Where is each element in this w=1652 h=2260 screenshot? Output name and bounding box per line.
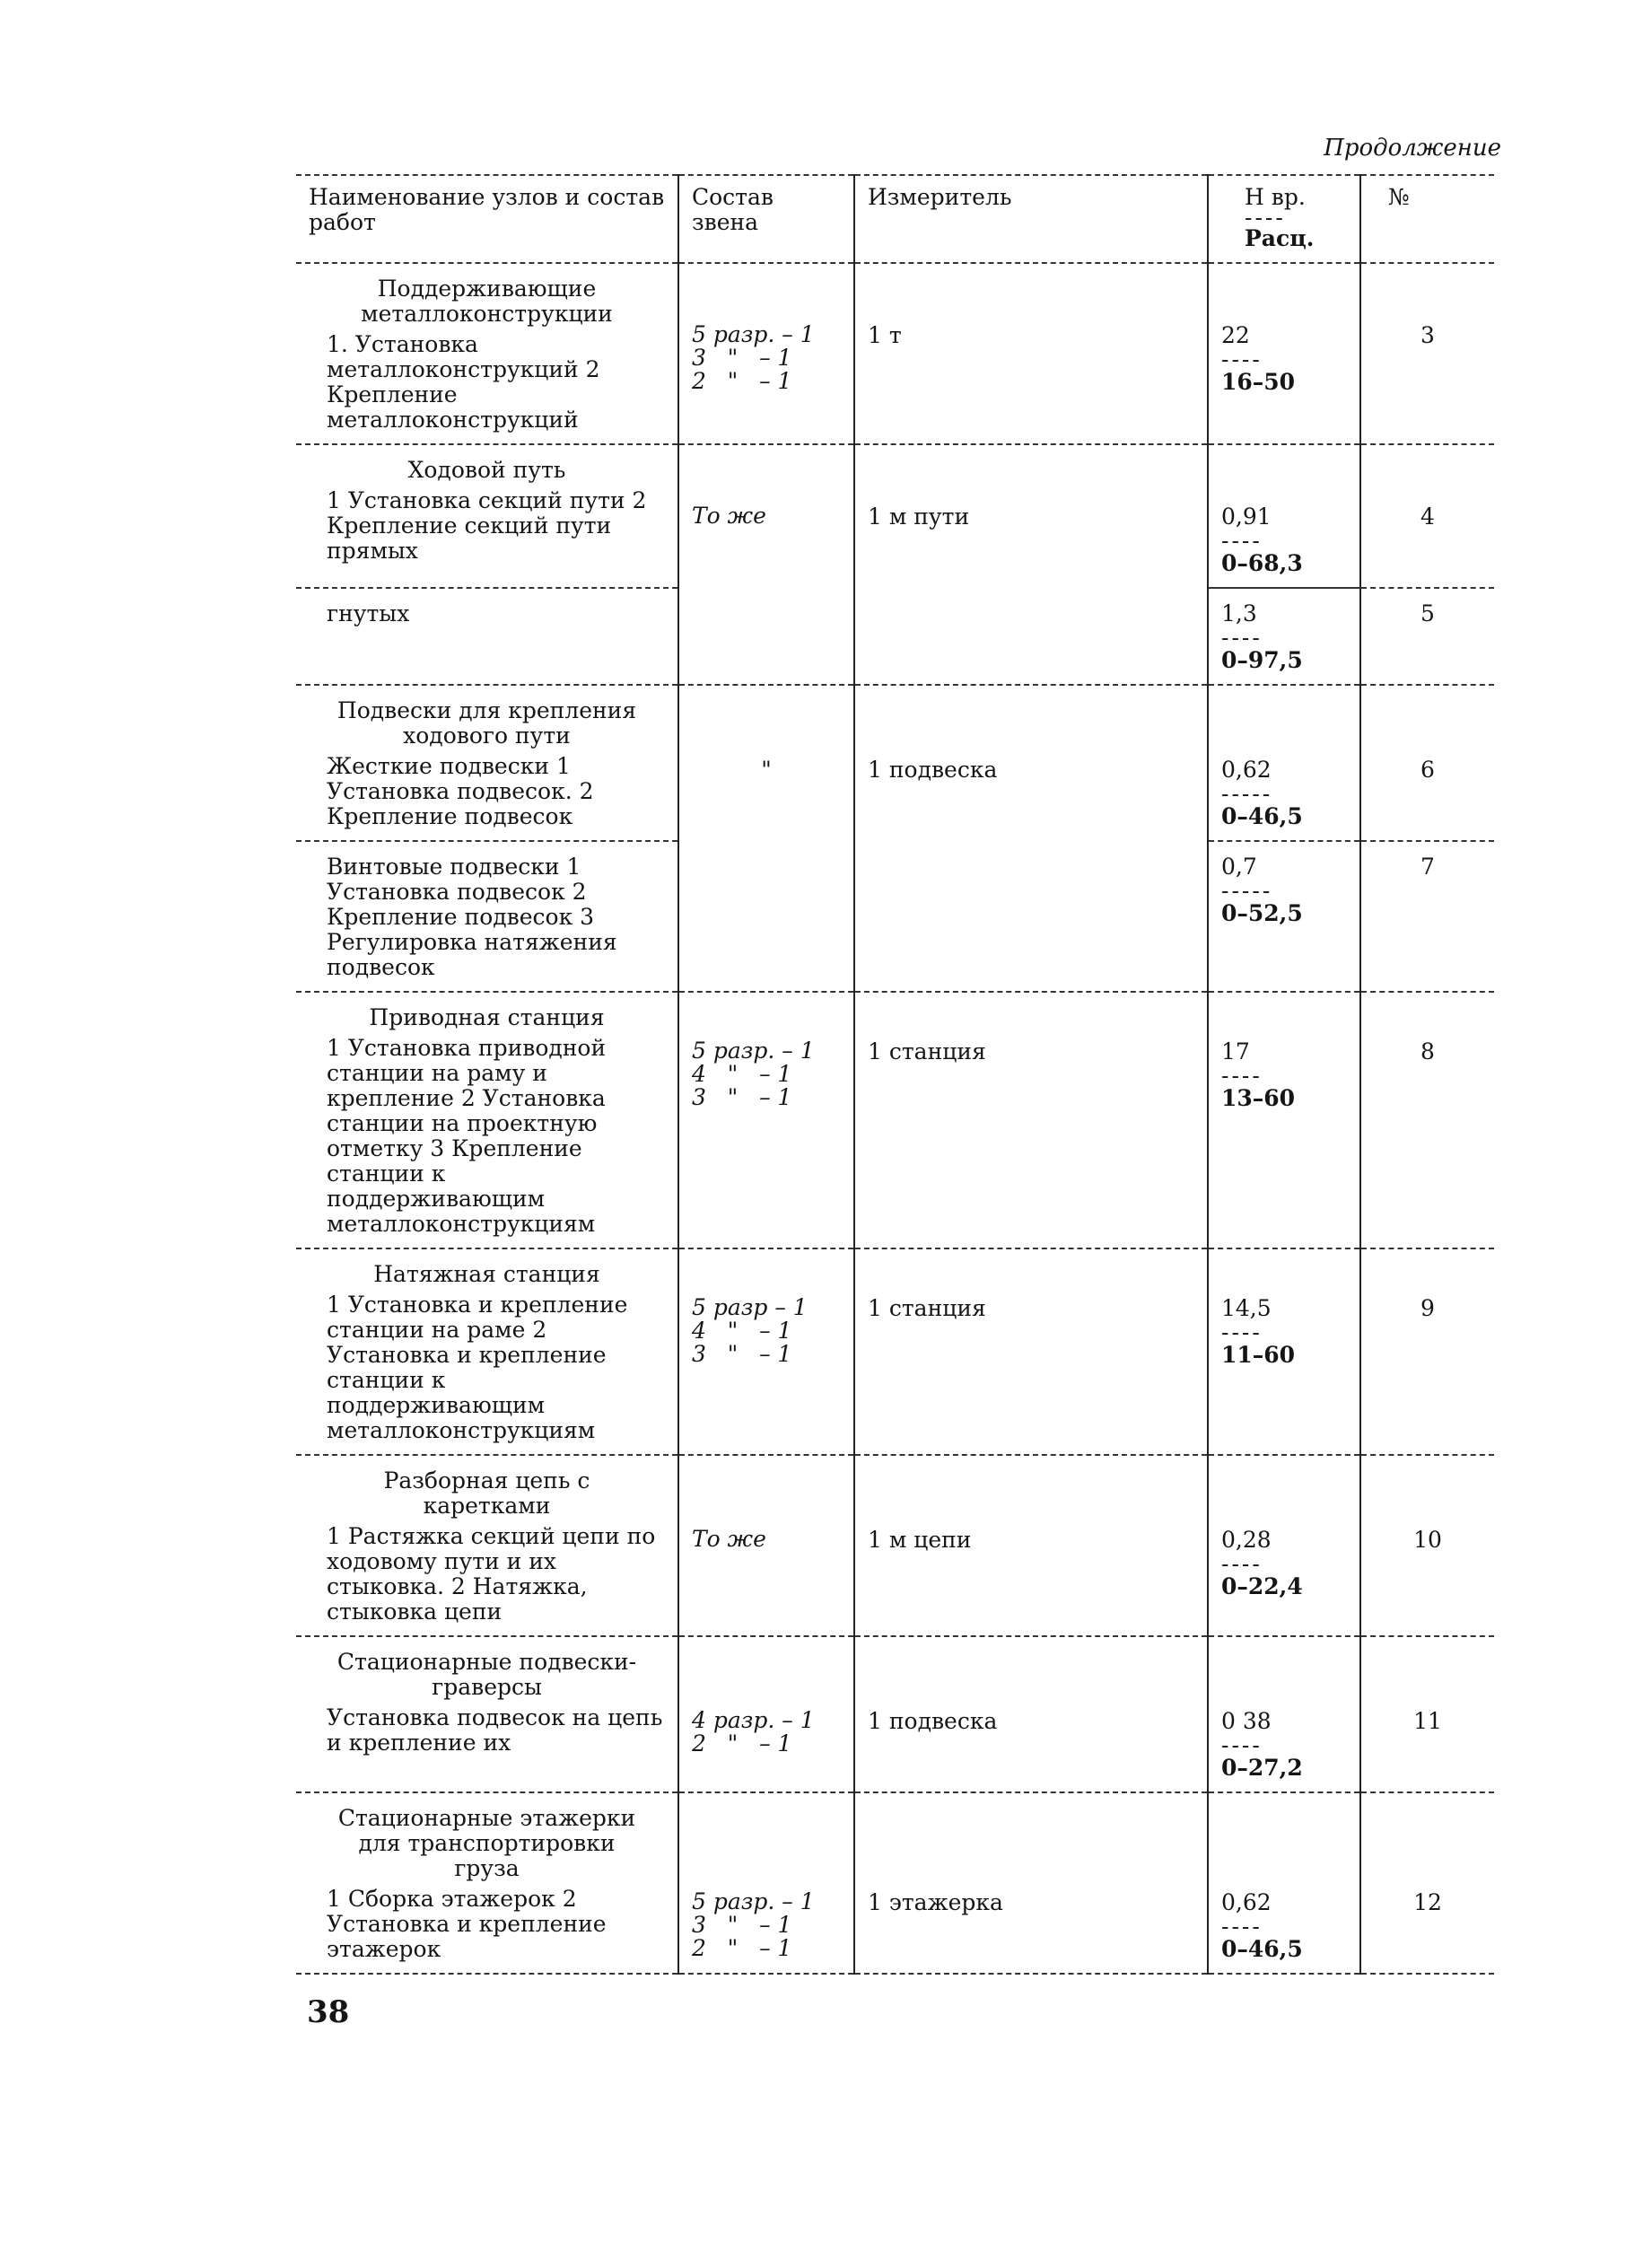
time-norm: 0,7 [1221, 854, 1257, 880]
norm-cell [1208, 588, 1360, 685]
meter-cell [854, 263, 1208, 444]
norms-table [296, 174, 1494, 1975]
meter-cell [854, 685, 1208, 841]
continuation-label: Продолжение [1324, 135, 1501, 162]
rate-value: 0–22,4 [1221, 1573, 1303, 1599]
crew-composition: " [761, 757, 772, 783]
rate-value: 13–60 [1221, 1085, 1296, 1111]
number-cell [1360, 263, 1494, 444]
time-norm: 1,3 [1221, 600, 1257, 626]
meter-cell [854, 444, 1208, 588]
table-header-row [296, 175, 1494, 263]
work-description: Установка подвесок на цепь и крепление их [327, 1704, 663, 1756]
norm-divider: ---- [1221, 1319, 1263, 1345]
time-norm: 0 38 [1221, 1708, 1272, 1734]
header-nvr: Н вр. [1245, 184, 1306, 210]
table-row [296, 841, 1494, 992]
meter-value: 1 станция [868, 1295, 986, 1321]
norm-divider: ---- [1221, 1914, 1263, 1940]
meter-value: 1 этажерка [868, 1889, 1003, 1915]
table-row [296, 1248, 1494, 1455]
header-num: № [1360, 175, 1494, 263]
norm-divider: ---- [1221, 625, 1263, 651]
row-number: 9 [1420, 1295, 1435, 1321]
number-cell [1360, 444, 1494, 588]
work-description: Винтовые подвески 1 Установка подвесок 2 Крепление подвесок 3 Регулировка натяжения подвесок [327, 854, 617, 980]
section-title: Подвески для крепления ходового пути [337, 697, 637, 749]
name-cell [296, 444, 678, 588]
meter-value: 1 подвеска [868, 1708, 998, 1734]
time-norm: 0,62 [1221, 1889, 1272, 1915]
work-description: Жесткие подвески 1 Установка подвесок. 2 Крепление подвесок [327, 753, 594, 829]
row-number: 12 [1413, 1889, 1442, 1915]
rate-value: 16–50 [1221, 369, 1296, 395]
norm-cell [1208, 685, 1360, 841]
header-divider: ---- [1245, 205, 1286, 231]
norm-cell [1208, 1792, 1360, 1974]
rate-value: 0–68,3 [1221, 550, 1303, 576]
section-title: Приводная станция [369, 1004, 605, 1030]
header-crew: Состав звена [678, 175, 854, 263]
table-row [296, 1792, 1494, 1974]
header-norm [1208, 175, 1360, 263]
crew-composition: 5 разр – 1 4 " – 1 3 " – 1 [692, 1294, 808, 1367]
crew-composition: То же [692, 503, 766, 529]
crew-cell [678, 841, 854, 992]
norm-cell [1208, 263, 1360, 444]
norm-divider: ---- [1221, 1732, 1263, 1758]
header-meter: Измеритель [854, 175, 1208, 263]
norm-cell [1208, 992, 1360, 1248]
meter-value: 1 т [868, 322, 902, 348]
number-cell [1360, 992, 1494, 1248]
table-row [296, 263, 1494, 444]
crew-cell [678, 685, 854, 841]
time-norm: 0,28 [1221, 1527, 1272, 1553]
crew-composition: 5 разр. – 1 4 " – 1 3 " – 1 [692, 1038, 815, 1110]
time-norm: 0,62 [1221, 757, 1272, 783]
norm-cell [1208, 1636, 1360, 1792]
work-description: гнутых [327, 600, 410, 626]
section-title: Поддерживающие металлоконструкции [361, 276, 613, 327]
rate-value: 0–27,2 [1221, 1755, 1303, 1781]
number-cell [1360, 588, 1494, 685]
name-cell [296, 588, 678, 685]
meter-cell [854, 1455, 1208, 1636]
row-number: 6 [1420, 757, 1435, 783]
header-name: Наименование узлов и состав работ [296, 175, 678, 263]
norm-cell [1208, 1455, 1360, 1636]
table-row [296, 992, 1494, 1248]
work-description: 1 Сборка этажерок 2 Установка и крепление этажерок [327, 1886, 607, 1962]
meter-cell [854, 1248, 1208, 1455]
number-cell [1360, 841, 1494, 992]
norm-cell [1208, 1248, 1360, 1455]
meter-cell [854, 588, 1208, 685]
number-cell [1360, 685, 1494, 841]
table-row [296, 685, 1494, 841]
rate-value: 0–52,5 [1221, 900, 1303, 926]
meter-value: 1 подвеска [868, 757, 998, 783]
name-cell [296, 841, 678, 992]
crew-composition: 5 разр. – 1 3 " – 1 2 " – 1 [692, 321, 815, 394]
meter-value: 1 м пути [868, 504, 970, 530]
crew-cell [678, 992, 854, 1248]
crew-cell [678, 1248, 854, 1455]
norm-divider: ----- [1221, 878, 1273, 904]
row-number: 10 [1413, 1527, 1442, 1553]
name-cell [296, 992, 678, 1248]
crew-cell [678, 588, 854, 685]
crew-composition: То же [692, 1526, 766, 1552]
time-norm: 14,5 [1221, 1295, 1272, 1321]
table-row [296, 1636, 1494, 1792]
number-cell [1360, 1455, 1494, 1636]
header-rate: Расц. [1245, 225, 1315, 251]
meter-cell [854, 1792, 1208, 1974]
time-norm: 17 [1221, 1038, 1250, 1064]
crew-cell [678, 1636, 854, 1792]
section-title: Стационарные этажерки для транспортировки груза [337, 1805, 636, 1881]
norm-divider: ---- [1221, 1551, 1263, 1577]
name-cell [296, 685, 678, 841]
name-cell [296, 1455, 678, 1636]
number-cell [1360, 1792, 1494, 1974]
norm-cell [1208, 444, 1360, 588]
section-title: Разборная цепь с каретками [383, 1467, 590, 1519]
table-row [296, 588, 1494, 685]
name-cell [296, 1636, 678, 1792]
rate-value: 0–46,5 [1221, 1936, 1303, 1962]
norm-divider: ---- [1221, 1063, 1263, 1089]
rate-value: 11–60 [1221, 1342, 1296, 1368]
row-number: 5 [1420, 600, 1435, 626]
norm-divider: ----- [1221, 781, 1273, 807]
crew-cell [678, 263, 854, 444]
rate-value: 0–97,5 [1221, 647, 1303, 673]
page-number: 38 [307, 1994, 350, 2030]
crew-cell [678, 1455, 854, 1636]
norm-cell [1208, 841, 1360, 992]
name-cell [296, 1792, 678, 1974]
norm-divider: ---- [1221, 528, 1263, 554]
work-description: 1 Установка приводной станции на раму и крепление 2 Установка станции на проектную отметку 3 Крепление станции к поддерживающим металлоконструкциям [327, 1035, 607, 1237]
work-description: 1 Установка секций пути 2 Крепление секций пути прямых [327, 487, 647, 564]
row-number: 8 [1420, 1038, 1435, 1064]
work-description: 1 Растяжка секций цепи по ходовому пути и их стыковка. 2 Натяжка, стыковка цепи [327, 1523, 656, 1625]
work-description: 1. Установка металлоконструкций 2 Крепление металлоконструкций [327, 331, 600, 433]
crew-cell [678, 1792, 854, 1974]
row-number: 7 [1420, 854, 1435, 880]
row-number: 4 [1420, 504, 1435, 530]
section-title: Натяжная станция [373, 1261, 600, 1287]
row-number: 3 [1420, 322, 1435, 348]
crew-cell [678, 444, 854, 588]
section-title: Ходовой путь [407, 457, 566, 483]
number-cell [1360, 1248, 1494, 1455]
crew-composition: 4 разр. – 1 2 " – 1 [692, 1707, 815, 1756]
rate-value: 0–46,5 [1221, 803, 1303, 829]
name-cell [296, 263, 678, 444]
meter-cell [854, 841, 1208, 992]
table-row [296, 1455, 1494, 1636]
time-norm: 0,91 [1221, 504, 1272, 530]
crew-composition: 5 разр. – 1 3 " – 1 2 " – 1 [692, 1888, 815, 1961]
row-number: 11 [1413, 1708, 1442, 1734]
number-cell [1360, 1636, 1494, 1792]
work-description: 1 Установка и крепление станции на раме 2 Установка и крепление станции к поддерживающим металлоконструкциям [327, 1292, 628, 1443]
meter-cell [854, 1636, 1208, 1792]
norm-divider: ---- [1221, 346, 1263, 372]
name-cell [296, 1248, 678, 1455]
meter-value: 1 м цепи [868, 1527, 972, 1553]
section-title: Стационарные подвески-граверсы [337, 1649, 637, 1700]
meter-value: 1 станция [868, 1038, 986, 1064]
table-row [296, 444, 1494, 588]
meter-cell [854, 992, 1208, 1248]
time-norm: 22 [1221, 322, 1250, 348]
